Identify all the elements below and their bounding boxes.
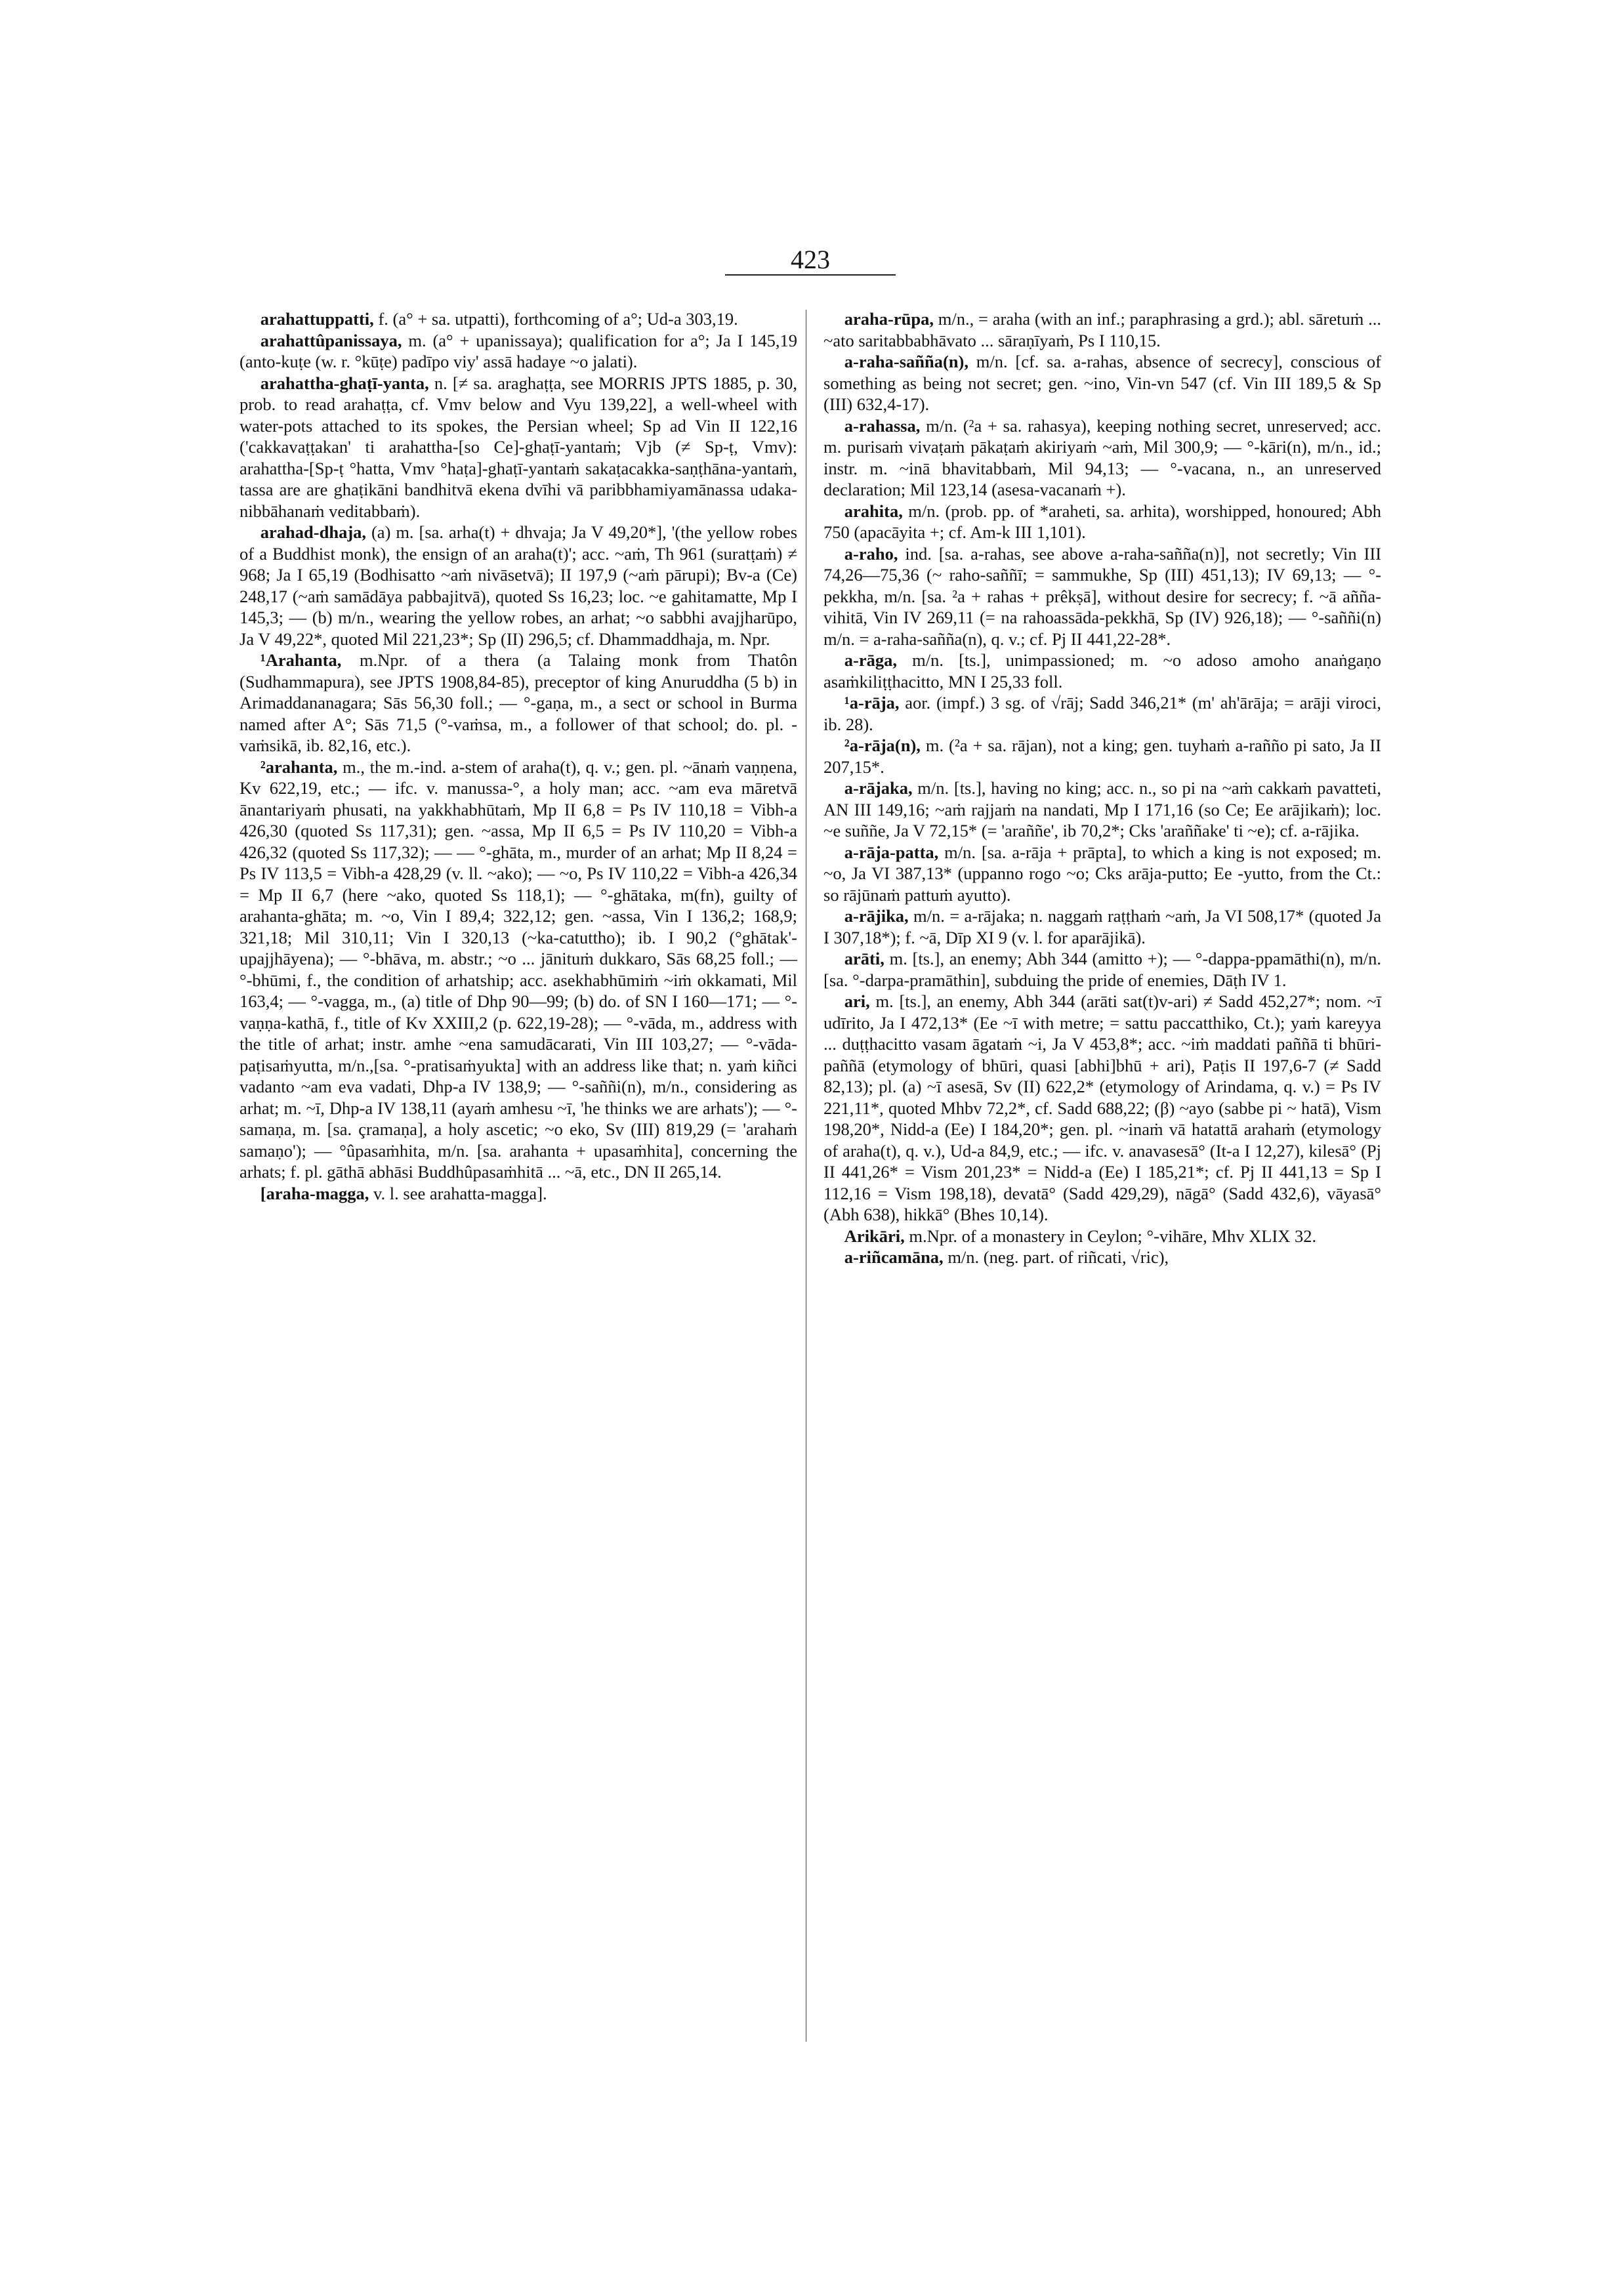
dictionary-entry: [823, 1226, 1381, 1247]
entry-headword: arahattuppatti,: [260, 309, 374, 329]
entry-body: m. [ts.], an enemy, Abh 344 (arāti sat(t)v-ari) ≠ Sadd 452,27*; nom. ~ī udīrito, Ja I 472,13* (Ee ~ī with metre; = sattu paccatthiko, Ct.); yaṁ kareyya ... duṭṭhacitto vasam āgataṁ ~i, Ja V 453,8*; acc. ~iṁ maddati paññā ti bhūri-paññā (etymology of bhūri, quasi [abhi]bhū + ari), Paṭis II 197,6-7 (≠ Sadd 82,13); pl. (a) ~ī asesā, Sv (II) 622,2* (etymology of Arindama, q. v.) = Ps IV 221,11*, quoted Mhbv 72,2*, cf. Sadd 688,22; (β) ~ayo (sabbe pi ~ hatā), Vism 198,20*, Nidd-a (Ee) I 184,20*; gen. pl. ~inaṁ vā hatattā arahaṁ (etymology of araha(t), q. v.), Ud-a 84,9, etc.; — ifc. v. anavasesā° (It-a I 12,27), kilesā° (Pj II 441,26* = Vism 201,23* = Nidd-a (Ee) I 185,21*; cf. Pj II 441,13 = Sp I 112,16 = Vism 198,18), devatā° (Sadd 429,29), nāgā° (Sadd 432,6), vāyasā° (Abh 638), hikkā° (Bhes 10,14).: [823, 991, 1381, 1224]
dictionary-entry: [823, 842, 1381, 906]
dictionary-entry: [239, 330, 797, 373]
entry-body: v. l. see arahatta-magga].: [373, 1183, 547, 1203]
entry-body: m.Npr. of a thera (a Talaing monk from Thatôn (Sudhammapura), see JPTS 1908,84-85), preceptor of king Anuruddha (5 b) in Arimaddananagara; Sās 56,30 foll.; — °-gaṇa, m., a sect or school in Burma named after A°; Sās 71,5 (°-vaṁsa, m., a follower of that school; do. pl. -vaṁsikā, ib. 82,16, etc.).: [239, 650, 798, 755]
entry-headword: a-rāga,: [844, 650, 898, 670]
dictionary-entry: [239, 650, 797, 756]
entry-body: m/n. = a-rājaka; n. naggaṁ raṭṭhaṁ ~aṁ, Ja VI 508,17* (quoted Ja I 307,18*); f. ~ā, Dīp XI 9 (v. l. for aparājikā).: [823, 906, 1381, 947]
entry-body: m.Npr. of a monastery in Ceylon; °-vihāre, Mhv XLIX 32.: [909, 1226, 1317, 1246]
dictionary-entry: [823, 351, 1381, 415]
dictionary-entry: [823, 1247, 1381, 1268]
entry-body: m/n. [cf. sa. a-rahas, absence of secrecy], conscious of something as being not secret; gen. ~ino, Vin-vn 547 (cf. Vin III 189,5 & Sp (III) 632,4-17).: [823, 352, 1381, 414]
dictionary-entry: [823, 692, 1381, 735]
entry-body: m. (a° + upanissaya); qualification for a°; Ja I 145,19 (anto-kuṭe (w. r. °kūṭe) padīpo viy' assā hadaye ~o jalati).: [239, 330, 798, 371]
entry-headword: ²arahanta,: [260, 756, 338, 777]
page-number-rule: [725, 274, 896, 276]
dictionary-entry: [823, 948, 1381, 991]
dictionary-entry: [823, 905, 1381, 948]
dictionary-entry: [823, 415, 1381, 501]
entry-body: (a) m. [sa. arha(t) + dhvaja; Ja V 49,20*], '(the yellow robes of a Buddhist monk), the ensign of an araha(t)'; acc. ~aṁ, Th 961 (suratṭaṁ) ≠ 968; Ja I 65,19 (Bodhisatto ~aṁ nivāsetvā); II 197,9 (~aṁ pārupi); Bv-a (Ce) 248,17 (~aṁ samādāya pabbajitvā), quoted Ss 16,23; loc. ~e gahitamatte, Mp I 145,3; — (b) m/n., wearing the yellow robes, an arhat; ~o sabbhi avajjharūpo, Ja V 49,22*, quoted Mil 221,23*; Sp (II) 296,5; cf. Dhammaddhaja, m. Npr.: [239, 522, 798, 649]
entry-body: m/n. (²a + sa. rahasya), keeping nothing secret, unreserved; acc. m. purisaṁ vivaṭaṁ pākaṭaṁ akiriyaṁ ~aṁ, Mil 300,9; — °-kāri(n), m/n., id.; instr. m. ~inā bhavitabbaṁ, Mil 94,13; — °-vacana, n., an unreserved declaration; Mil 123,14 (asesa-vacanaṁ +).: [823, 415, 1381, 499]
dictionary-entry: [239, 522, 797, 650]
entry-body: m/n. (prob. pp. of *araheti, sa. arhita), worshipped, honoured; Abh 750 (apacāyita +; cf. Am-k III 1,101).: [823, 501, 1381, 542]
entry-headword: [araha-magga,: [260, 1183, 369, 1203]
entry-headword: arāti,: [844, 949, 885, 968]
entry-headword: a-riñcamāna,: [844, 1247, 944, 1267]
dictionary-entry: [823, 501, 1381, 543]
dictionary-entry: [239, 756, 797, 1183]
entry-body: m. (²a + sa. rājan), not a king; gen. tuyhaṁ a-rañño pi sato, Ja II 207,15*.: [823, 735, 1382, 777]
entry-headword: arahattûpanissaya,: [260, 330, 402, 350]
dictionary-entry: [823, 650, 1381, 692]
dictionary-entry: [823, 991, 1381, 1226]
page-number: 423: [791, 245, 830, 274]
dictionary-entry: [823, 777, 1381, 842]
entry-headword: a-rājika,: [844, 906, 909, 926]
dictionary-entry: [823, 308, 1381, 351]
dictionary-entry: [239, 308, 797, 330]
entry-headword: a-rājaka,: [844, 778, 913, 798]
entry-body: m/n. [sa. a-rāja + prāpta], to which a king is not exposed; m. ~o, Ja VI 387,13* (uppanno rogo ~o; Cks arāja-putto; Ee -yutto, from the Ct.: so rājūnaṁ pattuṁ ayutto).: [823, 842, 1382, 905]
entry-body: m/n. (neg. part. of riñcati, √ric),: [947, 1247, 1169, 1267]
entry-headword: a-raho,: [844, 543, 898, 564]
entry-body: m. [ts.], an enemy; Abh 344 (amitto +); — °-dappa-ppamāthi(n), m/n. [sa. °-darpa-pramāthin], subduing the pride of enemies, Dāṭh IV 1.: [823, 949, 1381, 990]
entry-headword: arahita,: [844, 501, 903, 521]
dictionary-entry: [239, 1183, 797, 1205]
entry-body: n. [≠ sa. araghaṭṭa, see MORRIS JPTS 1885, p. 30, prob. to read arahaṭṭa, cf. Vmv below and Vyu 139,22], a well-wheel with water-pots attached to its spokes, the Persian wheel; Sp ad Vin II 122,16 ('cakkavaṭṭakan' ti arahattha-[so Ce]-ghaṭī-yantaṁ; Vjb (≠ Sp-ṭ, Vmv): arahattha-[Sp-ṭ °hatta, Vmv °haṭa]-ghaṭī-yantaṁ sakaṭacakka-saṇṭhāna-yantaṁ, tassa are are ghaṭikāni bandhitvā ekena dvīhi vā paribbhamiyamānassa udaka-nibbāhanaṁ veditabbaṁ).: [239, 373, 798, 521]
entry-body: ind. [sa. a-rahas, see above a-raha-sañña(n)], not secretly; Vin III 74,26—75,36 (~ raho-saññī; = sammukhe, Sp (III) 451,13); IV 69,13; — °-pekkha, m/n. [sa. ²a + rahas + prêkṣā], without desire for secrecy; f. ~ā añña-vihitā, Vin IV 269,11 (= na rahoassāda-pekkhā, Sp (IV) 926,18); — °-saññi(n) m/n. = a-raha-sañña(n), q. v.; cf. Pj II 441,22-28*.: [823, 543, 1382, 649]
entry-headword: Arikāri,: [844, 1226, 905, 1246]
entry-headword: arahattha-ghaṭī-yanta,: [260, 373, 429, 393]
entry-body: f. (a° + sa. utpatti), forthcoming of a°; Ud-a 303,19.: [378, 309, 738, 329]
dictionary-entry: [239, 373, 797, 522]
entry-body: m/n., = araha (with an inf.; paraphrasing a grd.); abl. sāretuṁ ... ~ato saritabbabhāvato ... sāraṇīyaṁ, Ps I 110,15.: [823, 309, 1381, 350]
dictionary-entry: [823, 735, 1381, 777]
entry-body: m/n. [ts.], unimpassioned; m. ~o adoso amoho anaṅgaṇo asaṁkiliṭṭhacitto, MN I 25,33 foll.: [823, 650, 1382, 692]
dictionary-entry: [823, 543, 1381, 650]
entry-body: m., the m.-ind. a-stem of araha(t), q. v.; gen. pl. ~ānaṁ vaṇṇena, Kv 622,19, etc.; — ifc. v. manussa-°, a holy man; acc. ~am eva māretvā ānantariyaṁ phusati, na yakkhabhūtaṁ, Mp II 6,8 = Ps IV 110,18 = Vibh-a 426,30 (quoted Ss 117,31); gen. ~assa, Mp II 6,5 = Ps IV 110,20 = Vibh-a 426,32 (quoted Ss 117,32); — — °-ghāta, m., murder of an arhat; Mp II 8,24 = Ps IV 113,5 = Vibh-a 428,29 (v. ll. ~ako); — ~o, Ps IV 110,22 = Vibh-a 426,34 = Mp II 6,7 (here ~ako, quoted Ss 118,1); — °-ghātaka, m(fn), guilty of arahanta-ghāta; m. ~o, Vin I 89,4; 322,12; gen. ~assa, Vin I 136,2; 168,9; 321,18; Mil 310,11; Vin I 320,13 (~ka-catuttho); ib. I 90,2 (°ghātak'-upajjhāyena); — °-bhāva, m. abstr.; ~o ... jānituṁ dukkaro, Sās 68,25 foll.; — °-bhūmi, f., the condition of arhatship; acc. asekhabhūmiṁ ~iṁ okkamati, Mil 163,4; — °-vagga, m., (a) title of Dhp 90—99; (b) do. of SN I 160—171; — °-vaṇṇa-kathā, f., title of Kv XXIII,2 (p. 622,19-28); — °-vāda, m., address with the title of arhat; instr. amhe ~ena samudācarati, Vin III 103,27; — °-vāda-paṭisaṁyutta, m/n.,[sa. °-pratisaṁyukta] with an address like that; n. yaṁ kiñci vadanto ~am eva vadati, Dhp-a IV 138,9; — °-saññi(n), m/n., considering as arhat; m. ~ī, Dhp-a IV 138,11 (ayaṁ amhesu ~ī, 'he thinks we are arhats'); — °-samaṇa, m. [sa. çramaṇa], a holy ascetic; ~o eko, Sv (III) 819,29 (= 'arahaṁ samaṇo'); — °ûpasaṁhita, m/n. [sa. arahanta + upasaṁhita], concerning the arhats; f. pl. gāthā abhāsi Buddhûpasaṁhitā ... ~ā, etc., DN II 265,14.: [239, 756, 798, 1182]
entry-headword: arahad-dhaja,: [260, 522, 367, 542]
entry-headword: a-rāja-patta,: [844, 842, 939, 862]
entry-headword: araha-rūpa,: [844, 309, 934, 329]
entry-headword: ¹a-rāja,: [844, 693, 900, 713]
entry-headword: a-raha-sañña(n),: [844, 352, 968, 371]
entry-headword: ari,: [844, 991, 870, 1011]
entry-headword: ¹Arahanta,: [260, 650, 342, 670]
entry-body: m/n. [ts.], having no king; acc. n., so pi na ~aṁ cakkaṁ pavatteti, AN III 149,16; ~aṁ rajjaṁ na nandati, Mp I 171,16 (so Ce; Ee arājikaṁ); loc. ~e suññe, Ja V 72,15* (= 'araññe', ib 70,2*; Cks 'araññake' ti ~e); cf. a-rājika.: [823, 778, 1382, 840]
left-column: [239, 308, 797, 1204]
entry-headword: ²a-rāja(n),: [844, 735, 921, 755]
entry-headword: a-rahassa,: [844, 415, 921, 436]
right-column: [823, 308, 1381, 1268]
entry-body: aor. (impf.) 3 sg. of √rāj; Sadd 346,21* (m' ah'ārāja; = arāji viroci, ib. 28).: [823, 693, 1382, 734]
